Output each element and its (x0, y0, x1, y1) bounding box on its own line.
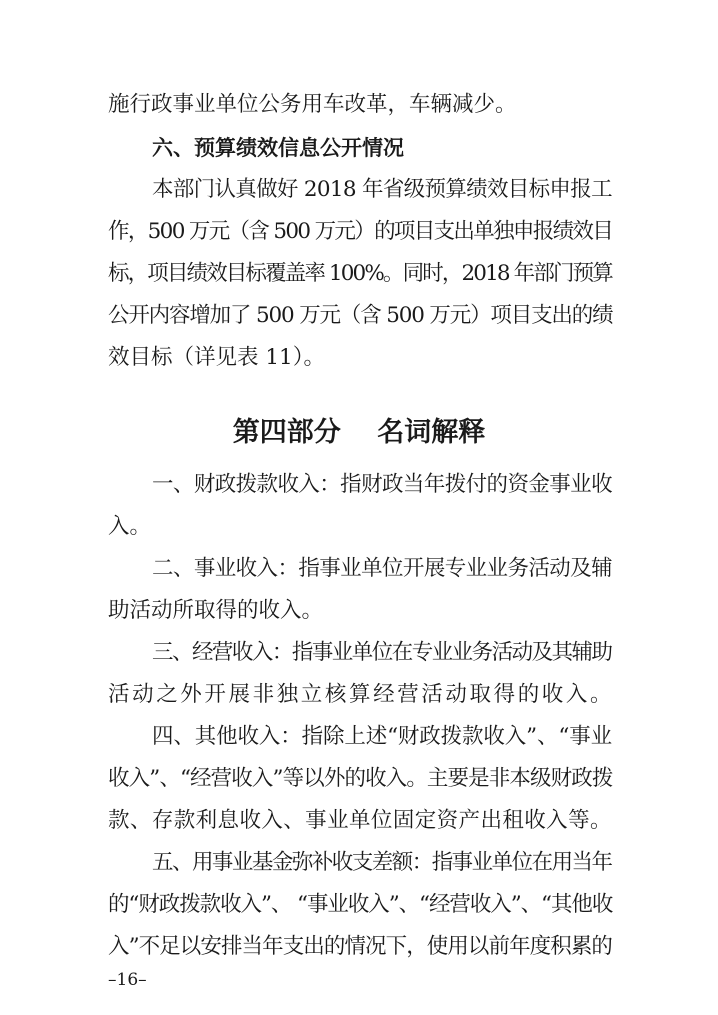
page-number: –16– (108, 970, 147, 990)
body-line: 二、事业收入：指事业单位开展专业业务活动及辅 (152, 556, 613, 581)
body-line: 三、经营收入：指事业单位在专业业务活动及其辅助 (152, 640, 612, 665)
body-line: 的“财政拨款收入”、 “事业收入”、“经营收入”、“其他收 (108, 892, 613, 917)
body-line: 本部门认真做好 2018 年省级预算绩效目标申报工 (152, 177, 612, 202)
body-line: 一、财政拨款收入：指财政当年拨付的资金事业收 (152, 472, 613, 497)
section-heading: 六、预算绩效信息公开情况 (152, 136, 404, 160)
body-line: 作，500 万元（含 500 万元）的项目支出单独申报绩效目 (108, 219, 613, 244)
body-line: 公开内容增加了 500 万元（含 500 万元）项目支出的绩 (108, 303, 613, 328)
body-line: 款、存款利息收入、事业单位固定资产出租收入等。 (108, 808, 612, 833)
body-line: 四、其他收入：指除上述“财政拨款收入”、“事业 (152, 724, 612, 749)
body-line: 标，项目绩效目标覆盖率 100%。同时，2018 年部门预算 (108, 261, 612, 286)
body-line: 入。 (108, 514, 152, 539)
body-line: 助活动所取得的收入。 (108, 598, 324, 623)
body-line: 施行政事业单位公务用车改革，车辆减少。 (108, 92, 517, 117)
body-line: 效目标（详见表 11）。 (108, 345, 325, 370)
part-title: 第四部分 名词解释 (232, 417, 486, 448)
body-line: 五、用事业基金弥补收支差额：指事业单位在用当年 (152, 850, 612, 875)
body-line: 收入”、“经营收入”等以外的收入。主要是非本级财政拨 (108, 766, 613, 791)
body-line: 入”不足以安排当年支出的情况下，使用以前年度积累的 (108, 934, 612, 959)
body-line: 活动之外开展非独立核算经营活动取得的收入。 (108, 682, 615, 707)
